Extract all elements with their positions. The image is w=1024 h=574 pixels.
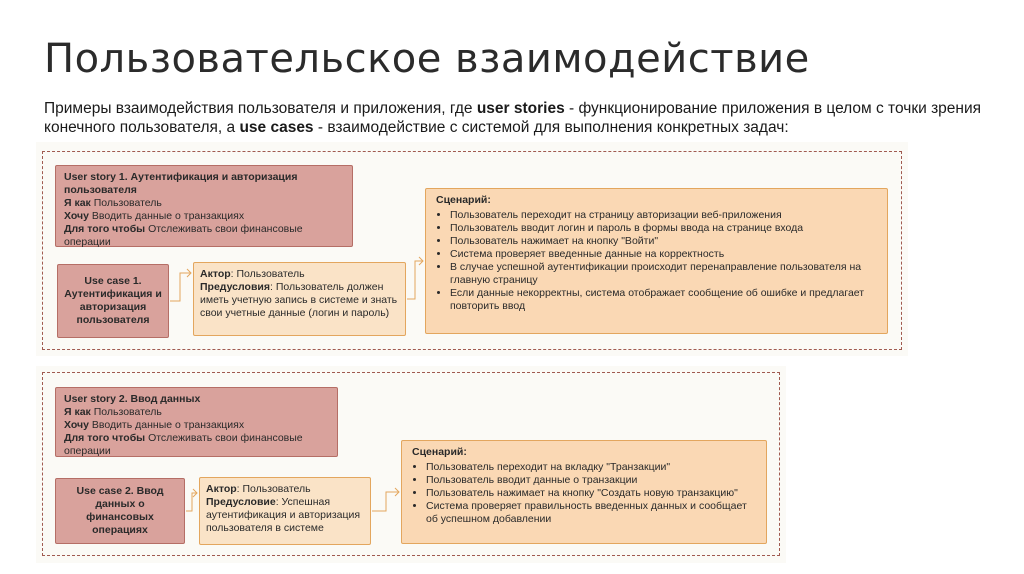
user-story-2-want-label: Хочу — [64, 419, 89, 431]
user-story-2-want-value: Вводить данные о транзакциях — [88, 419, 245, 431]
actor-2-value: : Пользователь — [236, 483, 311, 495]
actor-2-label: Актор — [206, 483, 237, 495]
user-story-1-so-value: Отслеживать свои финансовые операции — [64, 223, 303, 248]
user-story-2-so-label: Для того чтобы — [64, 432, 146, 444]
subtitle-text-1: Примеры взаимодействия пользователя и приложения, где — [44, 100, 477, 117]
scenario-step: • В случае успешной аутентификации происходит перенаправление пользователя на главную страницу — [450, 261, 877, 287]
scenario-step: • Если данные некорректны, система отображает сообщение об ошибке и предлагает повторить ввод — [450, 287, 877, 313]
connector-actor-scenario-2 — [372, 492, 399, 511]
precondition-2-label: Предусловие — [206, 496, 276, 508]
user-story-2-so-value: Отслеживать свои финансовые операции — [64, 432, 303, 457]
user-story-1-as-value: Пользователь — [90, 197, 162, 209]
user-story-2-as-value: Пользователь — [90, 406, 162, 418]
user-story-1-want-label: Хочу — [64, 210, 89, 222]
user-story-1-title: User story 1. Аутентификация и авторизация пользователя — [64, 171, 298, 196]
scenario-step: • Пользователь нажимает на кнопку "Создать новую транзакцию" — [426, 487, 756, 500]
scenario-step: • Пользователь вводит данные о транзакции — [426, 474, 756, 487]
user-story-2-as-label: Я как — [64, 406, 91, 418]
use-case-1-label: Use case 1. Аутентификация и авторизация пользователя — [64, 275, 162, 326]
scenario-step: • Пользователь нажимает на кнопку "Войти" — [450, 235, 877, 248]
precondition-1-label: Предусловия — [200, 281, 270, 293]
subtitle-term-user-stories: user stories — [476, 100, 565, 117]
subtitle-term-use-cases: use cases — [239, 119, 314, 136]
actor-1-label: Актор — [200, 268, 231, 280]
user-story-1-as-label: Я как — [64, 197, 91, 209]
slide-title: Пользовательское взаимодействие — [44, 36, 810, 82]
precondition-1-value: : Пользователь должен иметь учетную запись в системе и знать свои учетные данные (логин и пароль) — [200, 281, 398, 319]
scenario-step: • Система проверяет введенные данные на корректность — [450, 248, 877, 261]
scenario-step: • Пользователь переходит на вкладку "Транзакции" — [426, 461, 756, 474]
scenario-step: • Система проверяет правильность введенных данных и сообщает об успешном добавлении — [426, 500, 756, 526]
use-case-2-label: Use case 2. Ввод данных о финансовых операциях — [76, 485, 164, 536]
precondition-2-value: : Успешная аутентификация и авторизация пользователя в системе — [206, 496, 361, 534]
user-story-1-want-value: Вводить данные о транзакциях — [88, 210, 245, 222]
scenario-step: • Пользователь переходит на страницу авторизации веб-приложения — [450, 209, 877, 222]
connector-usecase-actor-2 — [186, 493, 197, 511]
scenario-step: • Пользователь вводит логин и пароль в формы ввода на странице входа — [450, 222, 877, 235]
scenario-1-label: Сценарий: — [436, 194, 491, 206]
scenario-2-label: Сценарий: — [412, 446, 467, 458]
user-story-1-so-label: Для того чтобы — [64, 223, 146, 235]
subtitle-text-2: - функционирование приложения в целом с точки зрения конечного пользователя, а — [44, 100, 982, 136]
actor-1-value: : Пользователь — [230, 268, 305, 280]
subtitle-text-3: - взаимодействие с системой для выполнения конкретных задач: — [313, 119, 789, 136]
user-story-2-title: User story 2. Ввод данных — [64, 393, 201, 405]
